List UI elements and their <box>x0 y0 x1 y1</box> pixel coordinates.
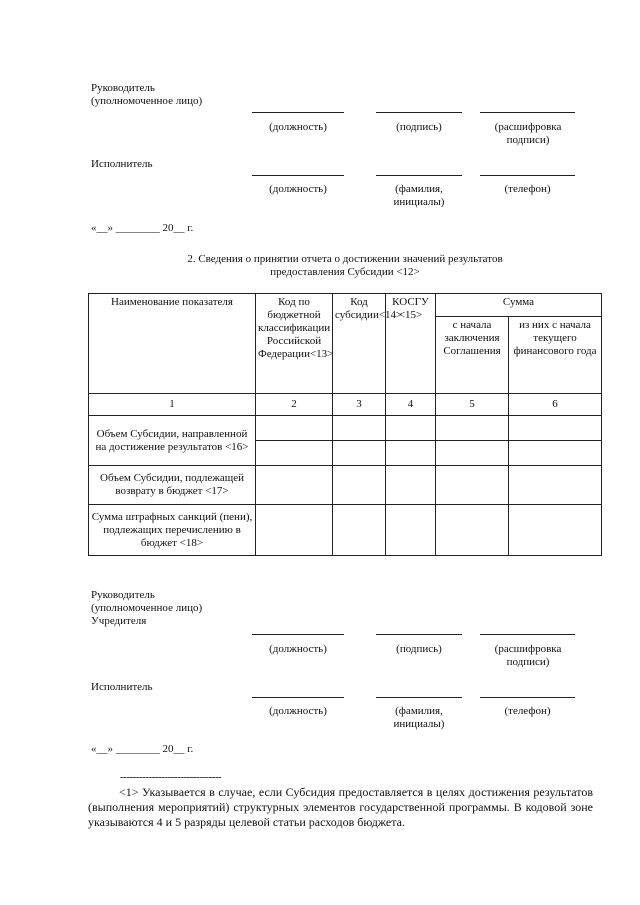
name-line-2 <box>480 634 575 635</box>
founder-label: Учредителя <box>91 615 147 627</box>
header-sum-current-year: из них с начала текущего финансового года <box>509 317 602 394</box>
position-line <box>252 112 344 113</box>
exec-position-caption-2: (должность) <box>269 705 327 717</box>
column-number: 1 <box>89 394 256 416</box>
signature-caption: (подпись) <box>396 121 442 133</box>
exec-name-line <box>376 175 462 176</box>
table-cell <box>256 441 333 466</box>
exec-phone-line <box>480 175 575 176</box>
exec-position-line <box>252 175 344 176</box>
name-caption-2: (расшифровка подписи) <box>494 643 562 668</box>
head-label-2: Руководитель <box>91 589 155 601</box>
column-number: 3 <box>333 394 386 416</box>
table-cell <box>256 466 333 505</box>
header-sum-from-start: с начала заключения Соглашения <box>436 317 509 394</box>
row-label-penalties: Сумма штрафных санкций (пени), подлежащих перечислению в бюджет <18> <box>89 505 256 556</box>
exec-phone-line-2 <box>480 697 575 698</box>
exec-phone-caption: (телефон) <box>504 183 551 195</box>
position-caption: (должность) <box>269 121 327 133</box>
table-cell <box>386 505 436 556</box>
table-header-row <box>89 294 602 317</box>
exec-name-line-2 <box>376 697 462 698</box>
header-kbk: Код по бюджетной классификации Российской Федерации<13> <box>256 294 333 394</box>
row-label-return-volume: Объем Субсидии, подлежащей возврату в бюджет <17> <box>89 466 256 505</box>
head-note-2: (уполномоченное лицо) <box>91 602 203 614</box>
table-cell <box>386 441 436 466</box>
column-number-row <box>89 394 602 416</box>
table-cell <box>333 466 386 505</box>
table-cell <box>509 416 602 441</box>
table-cell <box>509 505 602 556</box>
table-row <box>89 416 602 441</box>
signature-line <box>376 112 462 113</box>
column-number: 2 <box>256 394 333 416</box>
table-cell <box>436 505 509 556</box>
header-sum: Сумма <box>436 294 602 317</box>
signature-caption-2: (подпись) <box>396 643 442 655</box>
row-label-subsidy-volume: Объем Субсидии, направленной на достижение результатов <16> <box>89 416 256 466</box>
table-row <box>89 466 602 505</box>
signature-line-2 <box>376 634 462 635</box>
column-number: 4 <box>386 394 436 416</box>
date-line-2: «__» ________ 20__ г. <box>91 743 194 755</box>
footnote-separator: -------------------------------- <box>120 771 222 783</box>
table-cell <box>333 416 386 441</box>
position-line-2 <box>252 634 344 635</box>
footnote-text: <1> Указывается в случае, если Субсидия предоставляется в целях достижения результатов (выполнения мероприятий) структурных элементов государственной программы. В кодовой зоне указываются 4 и 5 разряды целевой статьи расходов бюджета. <box>88 785 593 829</box>
name-caption: (расшифровка подписи) <box>494 121 562 146</box>
column-number: 6 <box>509 394 602 416</box>
table-cell <box>333 441 386 466</box>
column-number: 5 <box>436 394 509 416</box>
date-line: «__» ________ 20__ г. <box>91 222 194 234</box>
table-cell <box>333 505 386 556</box>
exec-position-line-2 <box>252 697 344 698</box>
header-name: Наименование показателя <box>89 294 256 394</box>
exec-name-caption-2: (фамилия, инициалы) <box>393 705 445 730</box>
table-cell <box>256 416 333 441</box>
table-cell <box>436 441 509 466</box>
table-cell <box>436 416 509 441</box>
exec-phone-caption-2: (телефон) <box>504 705 551 717</box>
table-cell <box>509 466 602 505</box>
exec-position-caption: (должность) <box>269 183 327 195</box>
table-cell <box>256 505 333 556</box>
name-line <box>480 112 575 113</box>
table-cell <box>386 416 436 441</box>
executor-label: Исполнитель <box>91 158 153 170</box>
position-caption-2: (должность) <box>269 643 327 655</box>
head-label: Руководитель <box>91 82 155 94</box>
table-cell <box>386 466 436 505</box>
section-title: 2. Сведения о принятии отчета о достижении значений результатов предоставления Субсидии <12> <box>187 253 503 278</box>
header-subsidy-code: Код субсидии<14> <box>333 294 386 394</box>
executor-label-2: Исполнитель <box>91 681 153 693</box>
report-table <box>88 293 602 556</box>
table-cell <box>509 441 602 466</box>
table-cell <box>436 466 509 505</box>
table-row <box>89 505 602 556</box>
header-kosgu: КОСГУ <15> <box>386 294 436 394</box>
exec-name-caption: (фамилия, инициалы) <box>393 183 445 208</box>
head-note: (уполномоченное лицо) <box>91 95 203 107</box>
